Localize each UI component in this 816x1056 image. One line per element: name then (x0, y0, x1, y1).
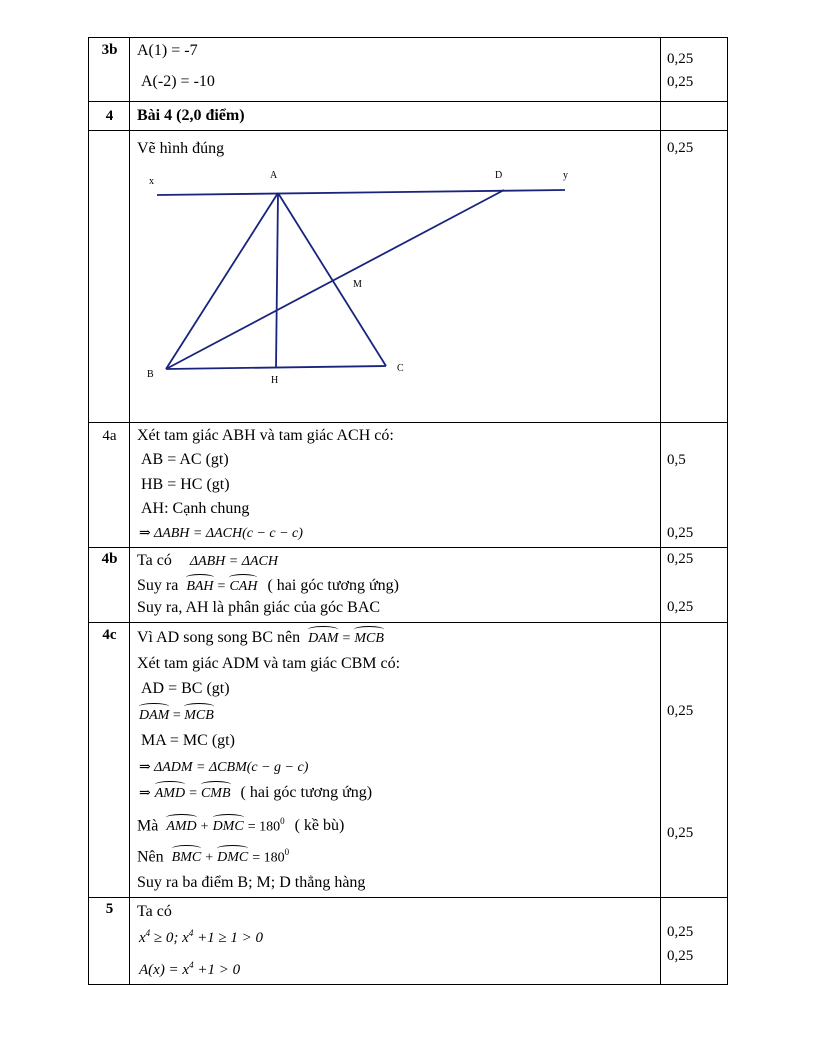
math-value: = 180 (247, 819, 281, 835)
score: 0,25 (667, 51, 694, 67)
section-title: Bài 4 (2,0 điểm) (137, 107, 245, 124)
label-m: M (353, 279, 362, 290)
text: Nên (137, 848, 164, 866)
degree-sup: 0 (284, 847, 290, 857)
row-divider (89, 422, 727, 423)
score: 0,25 (667, 140, 694, 156)
answer-line: ⇒ AMD = CMB ( hai góc tương ứng) (139, 784, 373, 801)
angle-symbol: MCB (184, 708, 214, 723)
label-b: B (147, 369, 154, 380)
answer-line: ⇒ ΔABH = ΔACH(c − c − c) (139, 526, 303, 541)
row-number: 4c (102, 627, 117, 643)
angle-symbol: AMD (166, 819, 197, 835)
row-divider (89, 897, 727, 898)
math-text: +1 > 0 (193, 962, 241, 978)
angle-symbol: BAH (186, 579, 214, 594)
exponent: 4 (189, 960, 194, 970)
text: Suy ra (137, 577, 179, 594)
segment-ah (276, 193, 278, 368)
answer-line: ⇒ ΔADM = ΔCBM(c − g − c) (139, 760, 309, 775)
score: 0,25 (667, 599, 694, 615)
exponent: 4 (188, 928, 194, 938)
answer-line: Xét tam giác ABH và tam giác ACH có: (137, 427, 394, 444)
label-c: C (397, 363, 404, 374)
score: 0,25 (667, 924, 694, 940)
math-expression: ΔABH = ΔACH (189, 554, 278, 569)
answer-line (139, 928, 263, 947)
geometry-figure (137, 163, 577, 393)
row-number: 3b (101, 42, 118, 58)
answer-line: AH: Cạnh chung (141, 500, 250, 517)
score: 0,25 (667, 74, 694, 90)
answer-line: Ta có (137, 903, 172, 920)
answer-line: AB = AC (gt) (141, 451, 229, 468)
angle-symbol: AMD (154, 786, 186, 801)
math-text: +1 ≥ 1 > 0 (193, 930, 264, 946)
answer-line: Xét tam giác ADM và tam giác CBM có: (137, 655, 401, 672)
angle-symbol: CAH (229, 579, 258, 594)
segment-ab (166, 193, 278, 369)
segment-bd (166, 190, 504, 369)
angle-symbol: MCB (354, 631, 384, 646)
answer-line (139, 960, 240, 979)
answer-line (137, 847, 289, 866)
answer-line: Suy ra ba điểm B; M; D thẳng hàng (137, 874, 366, 891)
row-divider (89, 101, 727, 102)
degree-sup: 0 (280, 816, 285, 826)
angle-symbol: DAM (308, 631, 339, 646)
answer-line: Suy ra, AH là phân giác của góc BAC (137, 599, 381, 616)
answer-line (137, 577, 399, 595)
angle-symbol: DMC (212, 819, 244, 835)
row-divider (89, 622, 727, 623)
row-number: 4a (102, 428, 117, 444)
label-d: D (495, 170, 503, 181)
answer-line (137, 816, 344, 835)
exponent: 4 (145, 928, 151, 938)
math-value: = 180 (252, 850, 285, 866)
answer-line: DAM = MCB (139, 708, 214, 723)
column-divider (660, 38, 661, 984)
segment-ac (278, 193, 386, 366)
answer-line: A(-2) = -10 (141, 73, 215, 90)
answer-line: Vì AD song song BC nên DAM = MCB (137, 629, 384, 646)
figure-caption: Vẽ hình đúng (137, 140, 225, 157)
angle-symbol: BMC (171, 850, 202, 866)
math-operator: = (217, 579, 226, 594)
answer-line (137, 552, 278, 570)
answer-table (88, 37, 728, 985)
label-y: y (563, 170, 568, 181)
score: 0,25 (667, 525, 694, 541)
math-var: x (139, 930, 146, 946)
row-divider (89, 547, 727, 548)
score: 0,25 (667, 825, 694, 841)
math-text: A(x) = x (139, 962, 190, 978)
label-h: H (271, 375, 279, 386)
row-number: 5 (105, 901, 114, 917)
score: 0,25 (667, 551, 694, 567)
column-divider (129, 38, 130, 984)
text: Vì AD song song BC nên (137, 629, 301, 646)
score: 0,25 (667, 948, 694, 964)
text: Ta có (137, 552, 172, 569)
text: ( hai góc tương ứng) (267, 577, 400, 594)
answer-line: HB = HC (gt) (141, 476, 230, 493)
answer-line: AD = BC (gt) (141, 680, 230, 697)
text: ( hai góc tương ứng) (240, 784, 373, 801)
answer-line: A(1) = -7 (137, 42, 198, 59)
math-text: ≥ 0; x (150, 930, 189, 946)
text: ⇒ (139, 786, 151, 801)
score: 0,5 (667, 452, 686, 468)
math-operator: + (205, 850, 214, 866)
row-number: 4 (105, 108, 114, 124)
angle-symbol: CMB (200, 786, 231, 801)
label-a: A (270, 170, 278, 181)
label-x: x (149, 176, 154, 187)
angle-symbol: DAM (139, 708, 170, 723)
row-number: 4b (101, 551, 118, 567)
text: Mà (137, 817, 159, 835)
angle-symbol: DMC (217, 850, 249, 866)
text: ( kề bù) (294, 817, 345, 835)
answer-line: MA = MC (gt) (141, 732, 235, 749)
math-operator: + (200, 819, 209, 835)
score: 0,25 (667, 703, 694, 719)
row-divider (89, 130, 727, 131)
